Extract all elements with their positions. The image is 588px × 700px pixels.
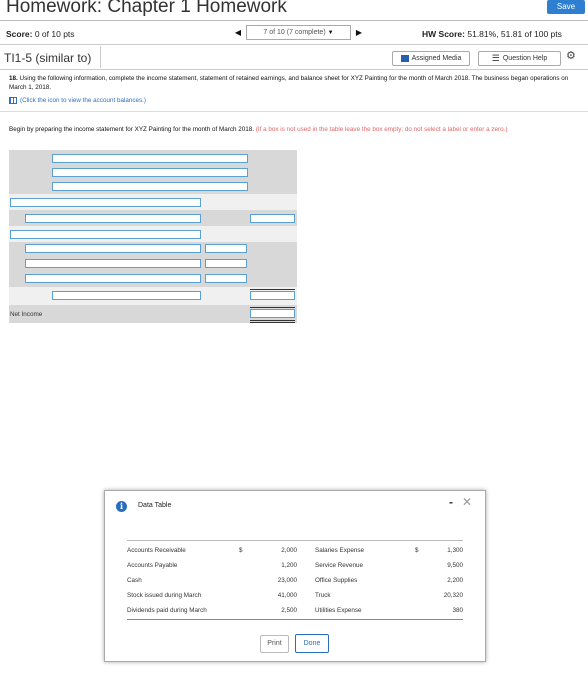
list-icon: ☰	[491, 53, 500, 63]
double-underline	[250, 320, 295, 321]
revenue-account-input[interactable]	[25, 214, 201, 223]
total-expenses-input[interactable]	[250, 291, 295, 300]
chevron-down-icon: ▼	[327, 29, 334, 36]
statement-header-input-2[interactable]	[52, 168, 248, 177]
assigned-media-button[interactable]	[392, 51, 470, 66]
hw-score-label: HW Score:	[422, 29, 465, 39]
statement-header-input-1[interactable]	[52, 154, 248, 163]
table-row	[127, 588, 463, 603]
header-divider	[0, 20, 588, 21]
net-income-input[interactable]	[250, 309, 295, 318]
info-icon: i	[116, 501, 127, 512]
question-help-button[interactable]	[478, 51, 561, 66]
gear-icon[interactable]: ⚙	[566, 50, 576, 62]
minimize-icon[interactable]: -	[449, 495, 453, 509]
account-value: 1,300	[447, 547, 463, 554]
expense-amount-input-3[interactable]	[205, 274, 247, 283]
account-value: 23,000	[277, 577, 297, 584]
question-id: TI1-5 (similar to)	[4, 51, 92, 65]
account-value: 2,200	[447, 577, 463, 584]
account-value: 2,500	[281, 607, 297, 614]
question-select-value: 7 of 10 (7 complete)	[263, 29, 326, 36]
score	[6, 29, 75, 39]
net-income-top-rule	[250, 307, 295, 308]
account-name: Service Revenue	[315, 562, 363, 569]
question-body: Using the following information, complete the income statement, statement of retained earnings, and balance sheet for XYZ Painting for the month of March 2018. The business began operations on March 1, 2018.	[9, 75, 569, 91]
divider	[0, 111, 588, 112]
expense-account-input-2[interactable]	[25, 259, 201, 268]
total-expenses-label-input[interactable]	[52, 291, 201, 300]
account-value: 20,320	[443, 592, 463, 599]
question-navigator	[230, 25, 367, 40]
close-icon[interactable]: ✕	[462, 495, 473, 509]
table-row	[127, 543, 463, 558]
next-question-icon[interactable]: ▶	[355, 28, 363, 37]
account-value: 41,000	[277, 592, 297, 599]
page-title: Homework: Chapter 1 Homework	[6, 0, 287, 17]
table-top-rule	[127, 540, 463, 541]
save-button[interactable]: Save	[547, 0, 585, 14]
account-name: Accounts Payable	[127, 562, 178, 569]
dialog-title: Data Table	[138, 502, 172, 509]
account-value: 380	[452, 607, 463, 614]
table-row	[127, 573, 463, 588]
expense-account-input-1[interactable]	[25, 244, 201, 253]
expense-account-input-3[interactable]	[25, 274, 201, 283]
account-name: Dividends paid during March	[127, 607, 207, 614]
table-row	[127, 603, 463, 618]
table-bottom-rule	[127, 619, 463, 620]
divider	[0, 69, 588, 70]
instructions	[9, 126, 579, 135]
question-number: 18.	[9, 75, 18, 82]
account-name: Truck	[315, 592, 331, 599]
score-label: Score:	[6, 29, 33, 39]
expenses-label-input[interactable]	[10, 230, 201, 239]
double-underline	[250, 322, 295, 323]
account-value: 9,500	[447, 562, 463, 569]
table-icon[interactable]	[9, 97, 17, 104]
question-select[interactable]	[246, 25, 351, 40]
data-table-dialog	[104, 490, 486, 662]
expense-amount-input-1[interactable]	[205, 244, 247, 253]
instructions-main: Begin by preparing the income statement for XYZ Painting for the month of March 2018.	[9, 126, 255, 133]
account-balances-link[interactable]	[9, 97, 146, 104]
account-name: Utilities Expense	[315, 607, 362, 614]
divider	[0, 44, 588, 45]
revenue-label-input[interactable]	[10, 198, 201, 207]
expense-amount-input-2[interactable]	[205, 259, 247, 268]
account-link-text: (Click the icon to view the account balances.)	[20, 97, 146, 104]
dollar-sign: $	[239, 547, 243, 554]
hw-score	[422, 29, 562, 39]
table-row	[127, 558, 463, 573]
total-rule	[250, 289, 295, 290]
instructions-hint: (If a box is not used in the table leave the box empty; do not select a label or enter a zero.)	[255, 126, 508, 133]
account-name: Cash	[127, 577, 142, 584]
net-income-label: Net Income	[10, 311, 43, 318]
media-icon	[401, 55, 409, 62]
assigned-media-label: Assigned Media	[411, 55, 462, 62]
account-name: Stock issued during March	[127, 592, 202, 599]
account-value: 1,200	[281, 562, 297, 569]
print-button[interactable]: Print	[260, 635, 289, 653]
score-value: 0 of 10 pts	[34, 29, 75, 39]
revenue-total-input[interactable]	[250, 214, 295, 223]
dollar-sign: $	[415, 547, 419, 554]
account-name: Office Supplies	[315, 577, 358, 584]
account-name: Salaries Expense	[315, 547, 365, 554]
prev-question-icon[interactable]: ◀	[234, 28, 242, 37]
account-value: 2,000	[281, 547, 297, 554]
question-text	[9, 75, 574, 92]
statement-header-input-3[interactable]	[52, 182, 248, 191]
question-help-label: Question Help	[502, 55, 548, 62]
done-button[interactable]: Done	[295, 634, 329, 653]
hw-score-value: 51.81%, 51.81 of 100 pts	[467, 29, 562, 39]
account-name: Accounts Receivable	[127, 547, 186, 554]
account-balances-table	[127, 543, 463, 618]
income-statement-table	[9, 150, 297, 323]
divider	[100, 46, 101, 68]
